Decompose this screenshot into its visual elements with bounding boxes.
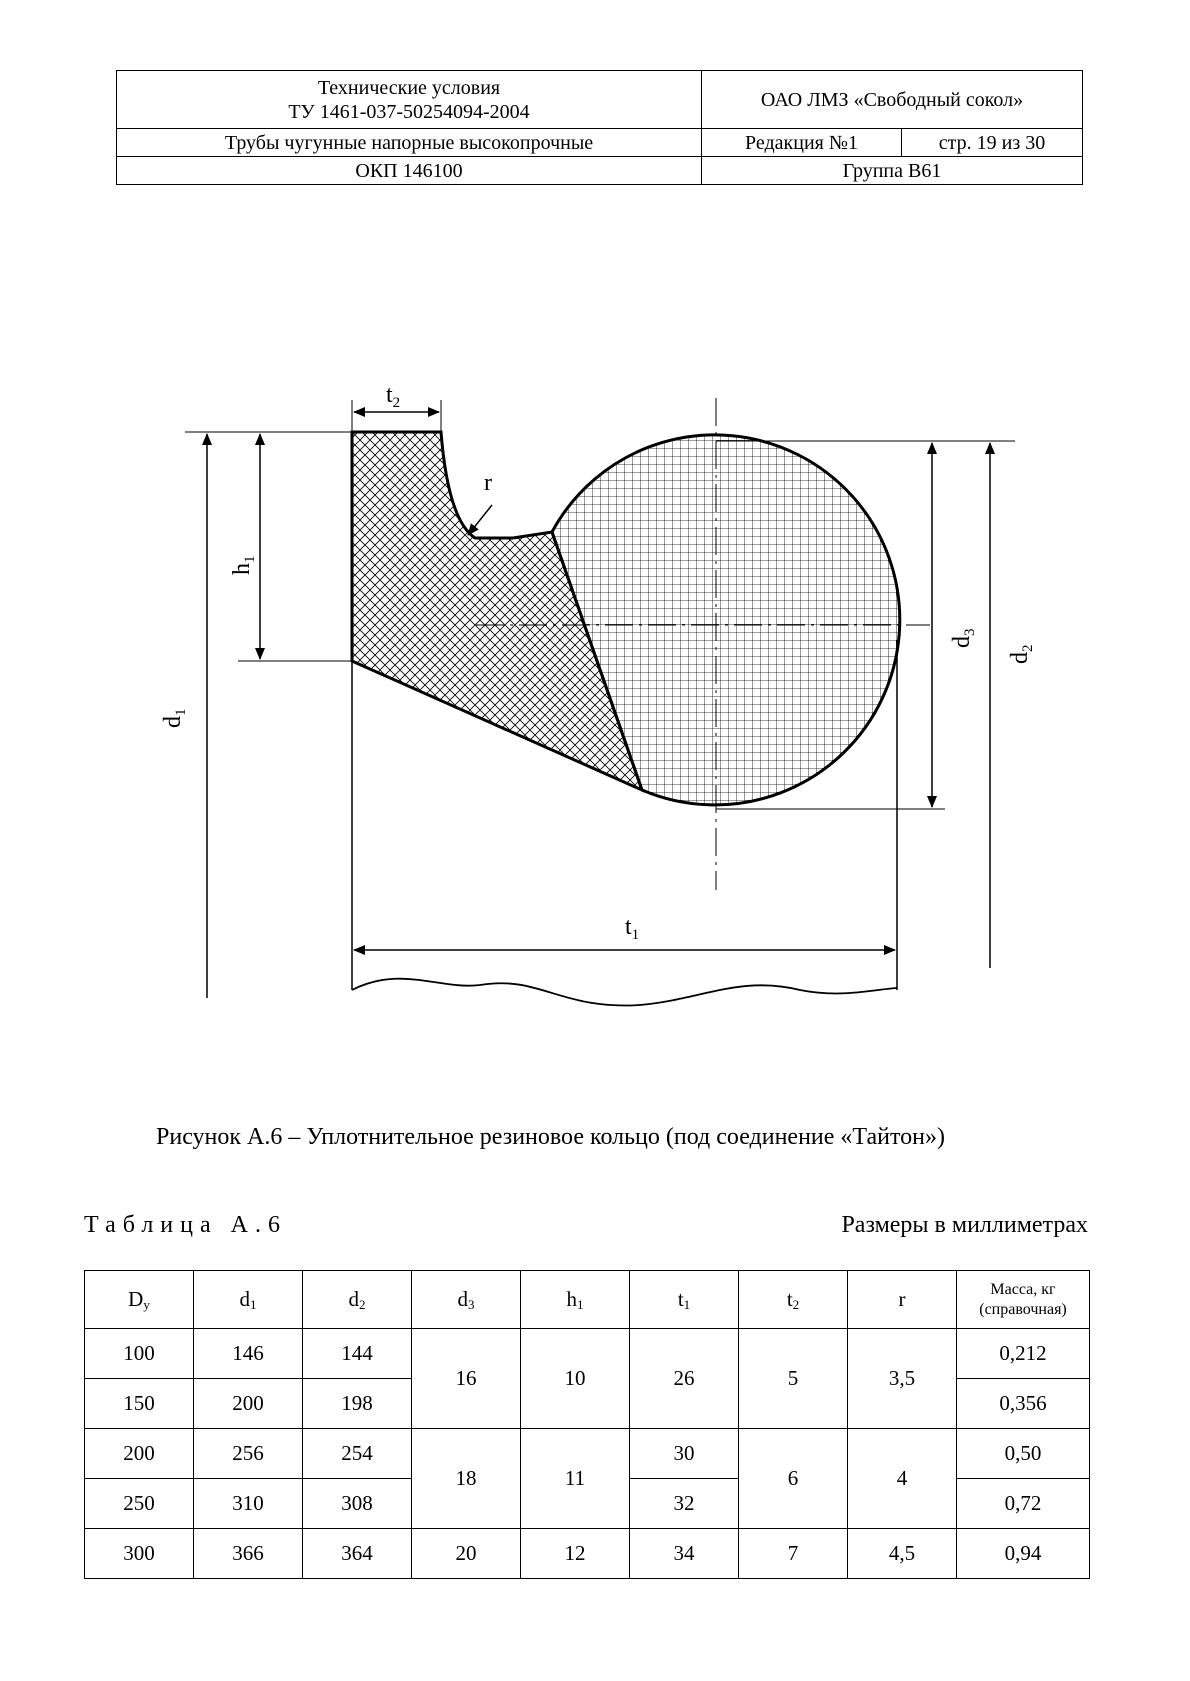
table-row: 100 146 144 16 10 26 5 3,5 0,212	[85, 1329, 1090, 1379]
group-code: Группа В61	[702, 157, 1083, 185]
label-d3: $d_3$	[949, 628, 978, 648]
table-row: 250 310 308 32 0,72	[85, 1479, 1090, 1529]
break-line	[352, 979, 897, 1006]
table-row: 300 366 364 20 12 34 7 4,5 0,94	[85, 1529, 1090, 1579]
figure-caption: Рисунок А.6 – Уплотнительное резиновое кольцо (под соединение «Тайтон»)	[156, 1124, 945, 1150]
header-t1: $t_1$	[630, 1271, 739, 1329]
table-header-row	[85, 1271, 1090, 1329]
document-spec	[117, 71, 702, 129]
seal-ring-drawing	[0, 360, 1190, 1020]
header-t2: $t_2$	[739, 1271, 848, 1329]
header-d2: $d_2$	[303, 1271, 412, 1329]
header-r: r	[848, 1271, 957, 1329]
dimensions-table	[84, 1270, 1090, 1579]
okp-code: ОКП 146100	[117, 157, 702, 185]
table-row: 150 200 198 0,356	[85, 1379, 1090, 1429]
edition: Редакция №1	[702, 129, 902, 157]
header-mass: Масса, кг (справочная)	[957, 1271, 1090, 1329]
dim-r-leader	[468, 505, 492, 535]
label-d2: $d_2$	[1007, 644, 1036, 664]
table-units: Размеры в миллиметрах	[841, 1212, 1088, 1238]
company-name: ОАО ЛМЗ «Свободный сокол»	[702, 71, 1083, 129]
spec-number: ТУ 1461-037-50254094-2004	[288, 100, 530, 123]
page-number: стр. 19 из 30	[902, 129, 1083, 157]
header-dy: $D_у$	[85, 1271, 194, 1329]
header-d1: $d_1$	[194, 1271, 303, 1329]
label-r: r	[484, 470, 492, 496]
header-d3: $d_3$	[412, 1271, 521, 1329]
product-name: Трубы чугунные напорные высокопрочные	[117, 129, 702, 157]
table-row: 200 256 254 18 11 30 6 4 0,50	[85, 1429, 1090, 1479]
document-header	[116, 70, 1083, 185]
label-t2: $t_2$	[386, 382, 401, 411]
header-h1: $h_1$	[521, 1271, 630, 1329]
table-title: Таблица А.6	[84, 1212, 287, 1238]
label-d1: $d_1$	[160, 708, 189, 728]
label-t1: $t_1$	[625, 914, 640, 943]
spec-title: Технические условия	[317, 76, 501, 99]
label-h1: $h_1$	[229, 555, 258, 575]
